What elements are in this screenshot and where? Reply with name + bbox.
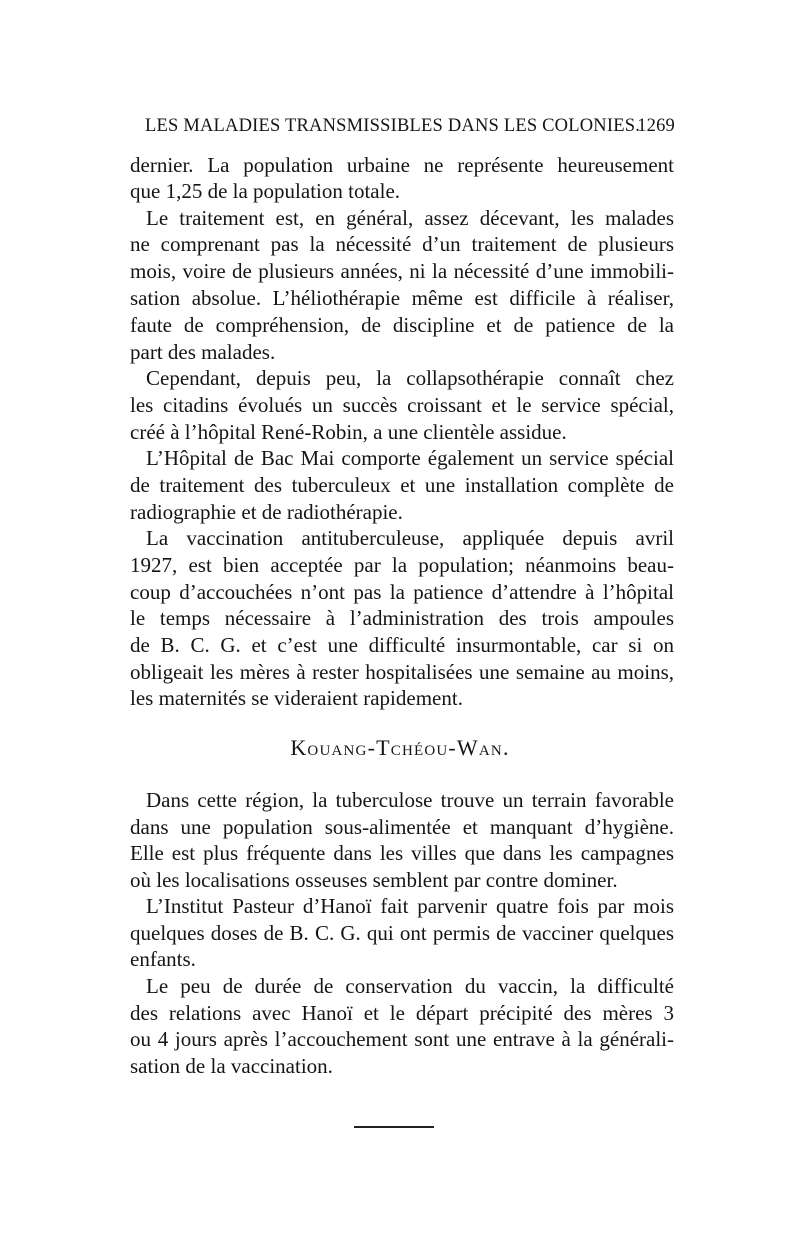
text-line: les citadins évolués un succès croissant et le service spécial, [130, 393, 674, 417]
text-line: les maternités se videraient rapidement. [130, 686, 463, 710]
text-line: de B. C. G. et c’est une difficulté insurmontable, car si on [130, 633, 674, 657]
end-rule [354, 1126, 434, 1128]
section-heading: Kouang-Tchéou-Wan. [290, 735, 510, 760]
text-line: mois, voire de plusieurs années, ni la nécessité d’une immobili- [130, 259, 674, 283]
text-line: sation absolue. L’héliothérapie même est difficile à réaliser, [130, 286, 674, 310]
text-line: part des malades. [130, 340, 276, 364]
text-line: La vaccination antituberculeuse, appliquée depuis avril [146, 526, 674, 550]
text-line: de traitement des tuberculeux et une installation complète de [130, 473, 674, 497]
text-line: dernier. La population urbaine ne représente heureusement [130, 153, 674, 177]
text-line: créé à l’hôpital René-Robin, a une clientèle assidue. [130, 420, 567, 444]
text-line: coup d’accouchées n’ont pas la patience d’attendre à l’hôpital [130, 580, 674, 604]
text-line: ou 4 jours après l’accouchement sont une entrave à la générali- [130, 1027, 674, 1051]
running-head-title: LES MALADIES TRANSMISSIBLES DANS LES COLONIES. [145, 116, 641, 136]
page-number: 1269 [637, 116, 675, 136]
text-line: L’Hôpital de Bac Mai comporte également un service spécial [146, 446, 674, 470]
text-line: radiographie et de radiothérapie. [130, 500, 403, 524]
text-line: Le peu de durée de conservation du vaccin, la difficulté [146, 974, 674, 998]
text-line: quelques doses de B. C. G. qui ont permis de vacciner quelques [130, 921, 674, 945]
text-line: sation de la vaccination. [130, 1054, 333, 1078]
text-line: ne comprenant pas la nécessité d’un traitement de plusieurs [130, 232, 674, 256]
text-line: faute de compréhension, de discipline et de patience de la [130, 313, 674, 337]
text-line: Le traitement est, en général, assez décevant, les malades [146, 206, 674, 230]
text-line: obligeait les mères à rester hospitalisées une semaine au moins, [130, 660, 674, 684]
text-line: Elle est plus fréquente dans les villes que dans les campagnes [130, 841, 674, 865]
text-line: des relations avec Hanoï et le départ précipité des mères 3 [130, 1001, 674, 1025]
running-head [145, 116, 675, 144]
text-line: que 1,25 de la population totale. [130, 179, 401, 203]
text-line: où les localisations osseuses semblent par contre dominer. [130, 868, 618, 892]
text-line: L’Institut Pasteur d’Hanoï fait parvenir quatre fois par mois [146, 894, 674, 918]
text-line: Dans cette région, la tuberculose trouve un terrain favorable [146, 788, 674, 812]
text-line: dans une population sous-alimentée et manquant d’hygiène. [130, 815, 674, 839]
text-line: Cependant, depuis peu, la collapsothérapie connaît chez [146, 366, 674, 390]
text-line: 1927, est bien acceptée par la population; néanmoins beau- [130, 553, 674, 577]
text-line: enfants. [130, 947, 196, 971]
text-line: le temps nécessaire à l’administration des trois ampoules [130, 606, 674, 630]
